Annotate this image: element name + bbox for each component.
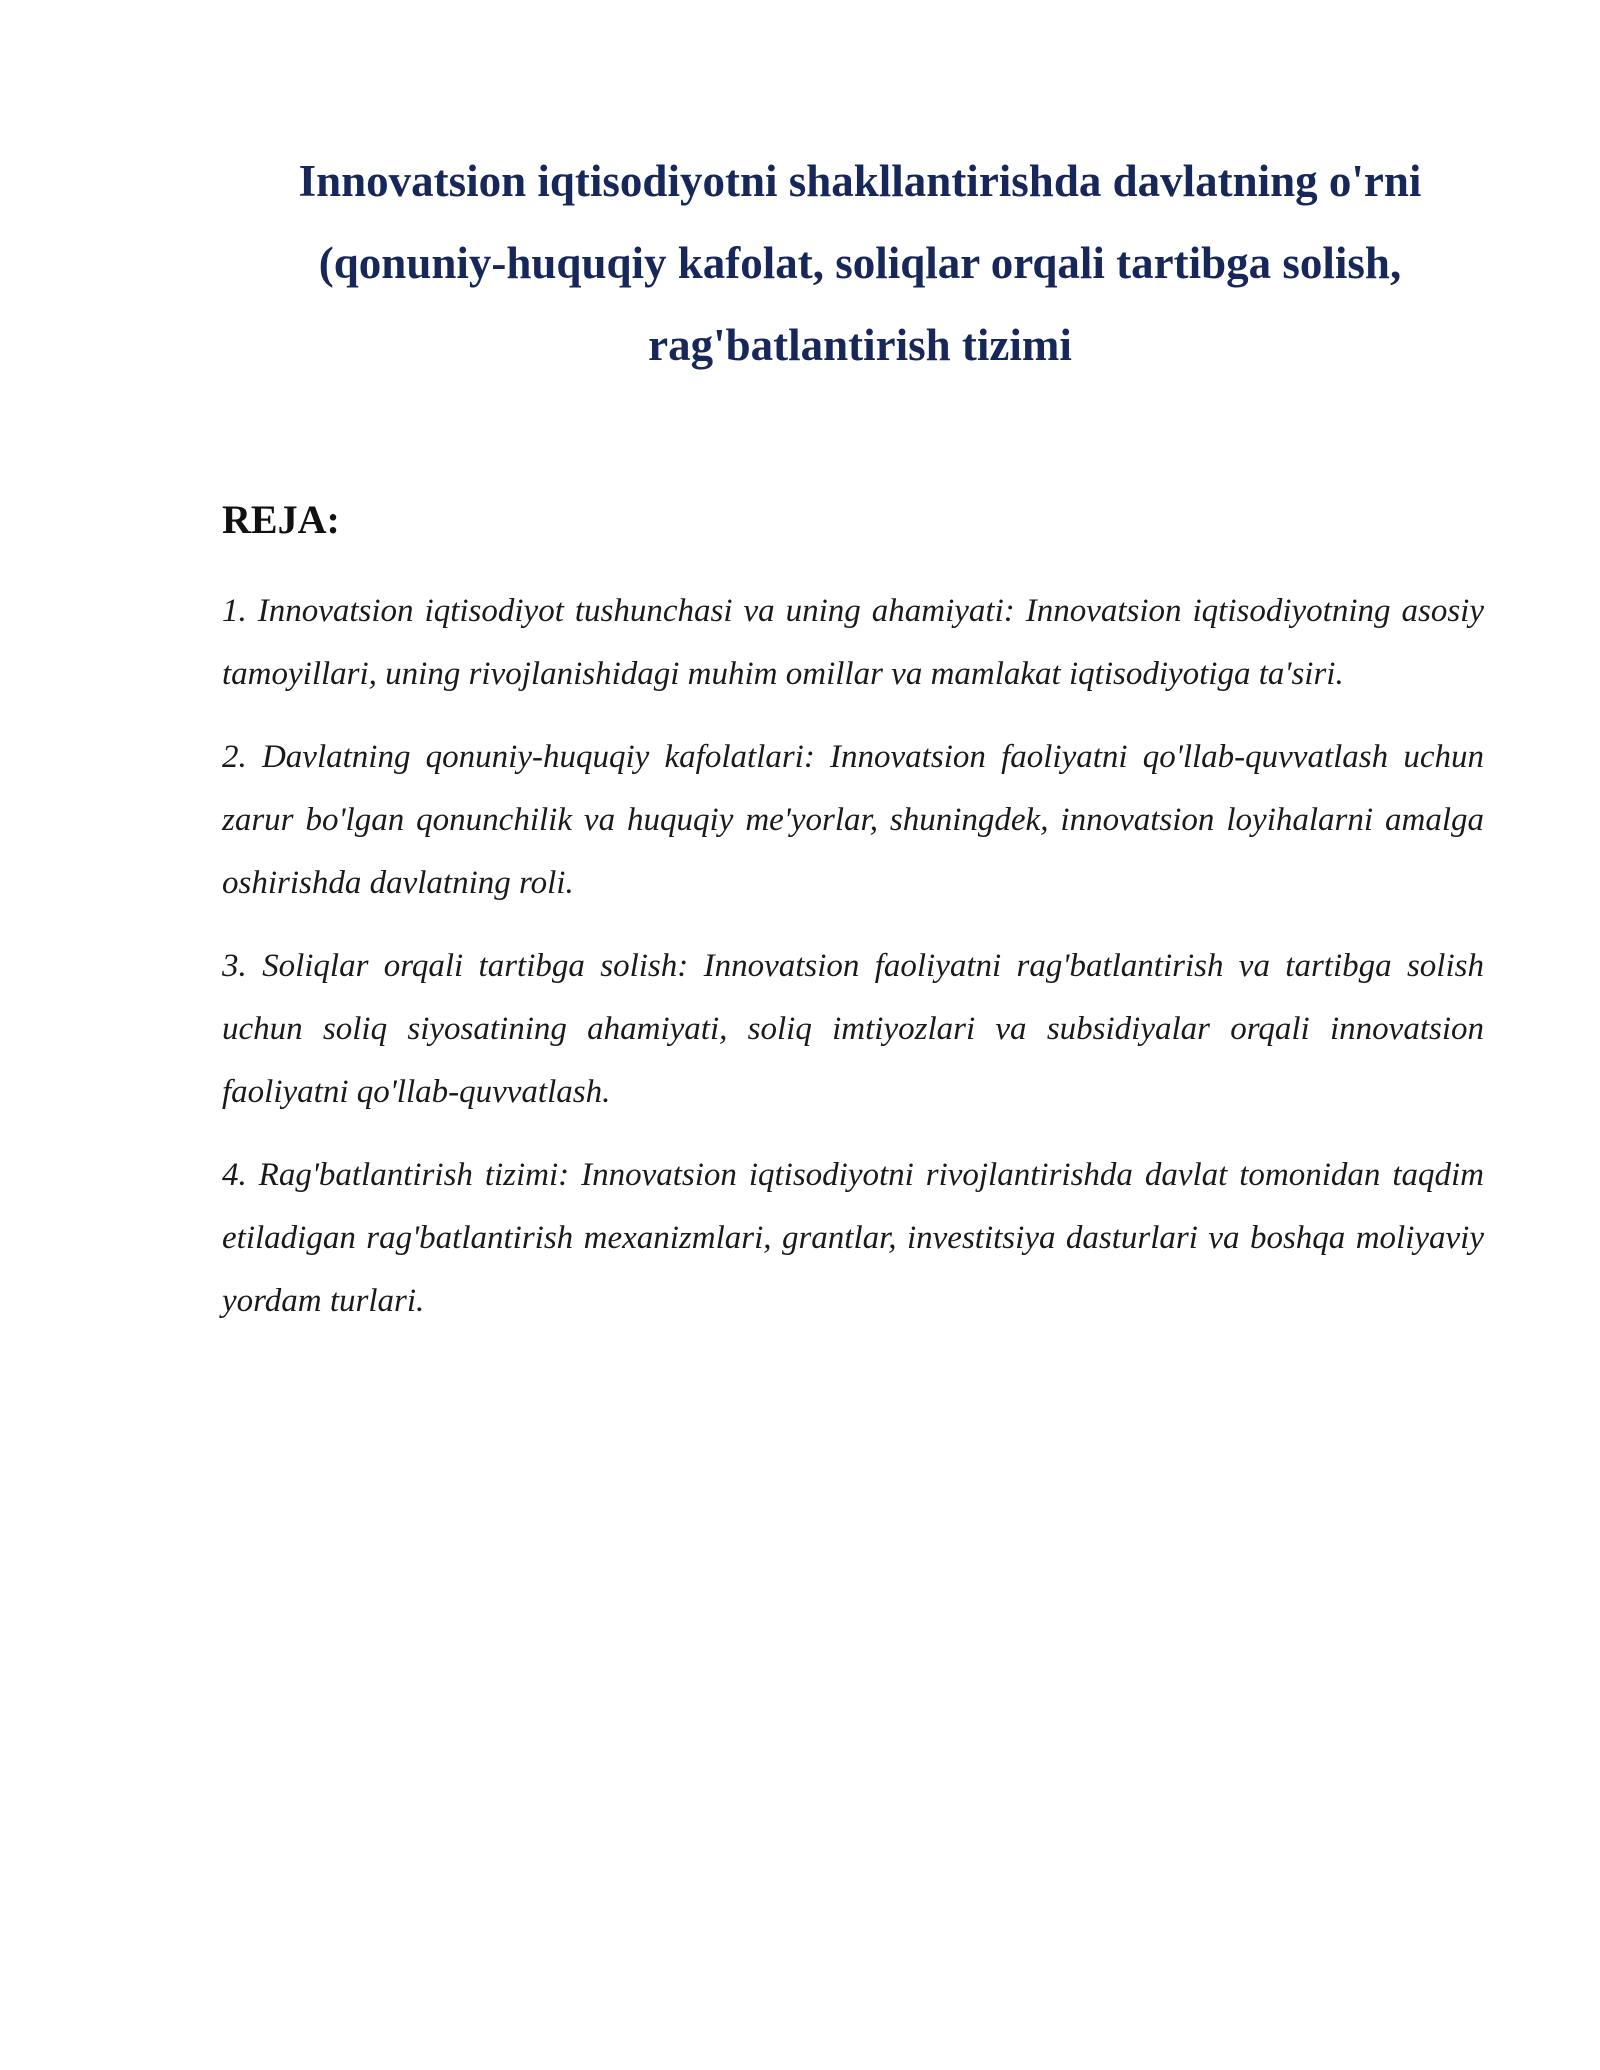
- document-title: [220, 140, 1500, 386]
- plan-item-3: 3. Soliqlar orqali tartibga solish: Innovatsion faoliyatni rag'batlantirish va tartibga solish uchun soliq siyosatining ahamiyati, soliq imtiyozlari va subsidiyalar orqali innovatsion faoliyatni qo'llab-quvvatlash.: [222, 948, 1484, 1110]
- plan-heading: REJA:: [222, 497, 340, 542]
- plan-item-2: 2. Davlatning qonuniy-huquqiy kafolatlari: Innovatsion faoliyatni qo'llab-quvvatlash uchun zarur bo'lgan qonunchilik va huquqiy me'yorlar, shuningdek, innovatsion loyihalarni amalga oshirishda davlatning roli.: [222, 739, 1484, 901]
- title-line-2: (qonuniy-huquqiy kafolat, soliqlar orqali tartibga solish,: [318, 238, 1402, 288]
- plan-list: [222, 580, 1484, 1353]
- plan-item-4: 4. Rag'batlantirish tizimi: Innovatsion iqtisodiyotni rivojlantirishda davlat tomonidan taqdim etiladigan rag'batlantirish mexanizmlari, grantlar, investitsiya dasturlari va boshqa moliyaviy yordam turlari.: [222, 1157, 1484, 1319]
- title-line-3: rag'batlantirish tizimi: [648, 320, 1072, 370]
- plan-item-1: 1. Innovatsion iqtisodiyot tushunchasi va uning ahamiyati: Innovatsion iqtisodiyotning asosiy tamoyillari, uning rivojlanishidagi muhim omillar va mamlakat iqtisodiyotiga ta'siri.: [222, 593, 1484, 692]
- title-line-1: Innovatsion iqtisodiyotni shakllantirishda davlatning o'rni: [298, 156, 1422, 206]
